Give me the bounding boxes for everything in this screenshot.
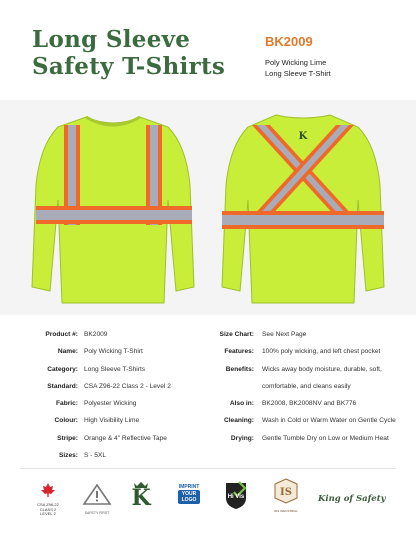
imprint-top-label: IMPRINT [178, 484, 200, 490]
ids-label: IDS INDUSTRIAL [274, 509, 298, 513]
specs-left [20, 330, 210, 468]
spec-label [202, 382, 254, 391]
spec-label: Standard: [47, 382, 78, 390]
subtitle-line-2: Long Sleeve T-Shirt [265, 69, 331, 78]
spec-row [202, 365, 402, 374]
product-photos [0, 100, 416, 315]
hivis-logo [224, 480, 248, 510]
spec-label: Drying: [230, 434, 254, 442]
page-title [32, 26, 232, 80]
maple-leaf-icon [36, 482, 60, 498]
spec-value: CSA Z96-22 Class 2 - Level 2 [84, 382, 171, 390]
svg-text:K: K [298, 131, 308, 142]
product-subtitle [265, 57, 385, 79]
specs-right [202, 330, 402, 451]
csa-logo [36, 482, 60, 517]
certification-logos [0, 476, 416, 521]
spec-row [20, 416, 210, 425]
spec-row [20, 434, 210, 443]
spec-label: Sizes: [58, 452, 78, 460]
spec-value: Poly Wicking T-Shirt [84, 348, 143, 356]
spec-row [20, 382, 210, 391]
spec-row [202, 434, 402, 443]
divider [20, 468, 396, 469]
title-line-2: Safety T-Shirts [32, 53, 226, 80]
spec-value: comfortable, and cleans easily [262, 382, 351, 390]
spec-value: BK2008, BK2008NV and BK776 [262, 400, 357, 408]
spec-label: Product #: [45, 331, 78, 338]
spec-label: Fabric: [56, 400, 78, 408]
spec-value: High Visibility Lime [84, 417, 140, 425]
imprint-logo [178, 484, 200, 508]
spec-row [202, 382, 402, 391]
title-line-1: Long Sleeve [32, 26, 191, 53]
imprint-line-2: LOGO [181, 497, 197, 503]
k-logo [130, 480, 152, 510]
hivis-label: Hi Vis [227, 494, 245, 500]
spec-row [20, 399, 210, 408]
safety-first-logo [82, 484, 112, 515]
svg-text:IS: IS [280, 487, 292, 498]
imprint-line-1: YOUR [181, 491, 197, 497]
spec-value: Wicks away body moisture, durable, soft, [262, 365, 382, 373]
spec-row [20, 330, 210, 339]
spec-row [202, 399, 402, 408]
shirt-back-image [218, 105, 388, 310]
spec-value: 100% poly wicking, and left chest pocket [262, 348, 381, 356]
spec-value: Long Sleeve T-Shirts [84, 365, 146, 373]
spec-label: Stripe: [57, 434, 78, 442]
spec-label: Name: [57, 348, 78, 356]
spec-value: Wash in Cold or Warm Water on Gentle Cycle [262, 417, 396, 425]
spec-label: Category: [47, 365, 78, 373]
spec-label: Benefits: [225, 365, 254, 373]
shirt-front-image [28, 105, 198, 310]
brand-logo: King of Safety [318, 494, 386, 504]
safety-first-label: SAFETY FIRST [84, 511, 110, 515]
product-code: BK2009 [265, 34, 313, 49]
spec-row [202, 330, 402, 339]
csa-label: CSA Z96-22 CLASS 2 LEVEL 2 [37, 502, 59, 516]
spec-row [202, 347, 402, 356]
spec-value: Gentle Tumble Dry on Low or Medium Heat [262, 434, 389, 442]
warning-triangle-icon [82, 484, 112, 506]
imprint-box [178, 490, 200, 504]
spec-value: Orange & 4" Reflective Tape [84, 434, 167, 442]
spec-row [20, 365, 210, 374]
spec-row [20, 347, 210, 356]
spec-label: Cleaning: [223, 417, 254, 425]
spec-label: Colour: [54, 417, 78, 425]
spec-label: Also in: [229, 400, 254, 408]
spec-row [20, 451, 210, 460]
spec-label: Features: [224, 348, 254, 356]
spec-value: BK2009 [84, 331, 108, 338]
k-letter: K [131, 485, 151, 511]
spec-value: Polyester Wicking [84, 400, 137, 408]
ids-logo [274, 478, 298, 513]
spec-label: Size Chart: [219, 331, 254, 338]
spec-value: See Next Page [262, 331, 307, 338]
subtitle-line-1: Poly Wicking Lime [265, 58, 327, 67]
spec-value: S - 5XL [84, 452, 106, 460]
spec-row [202, 416, 402, 425]
ids-badge-icon [274, 478, 298, 504]
